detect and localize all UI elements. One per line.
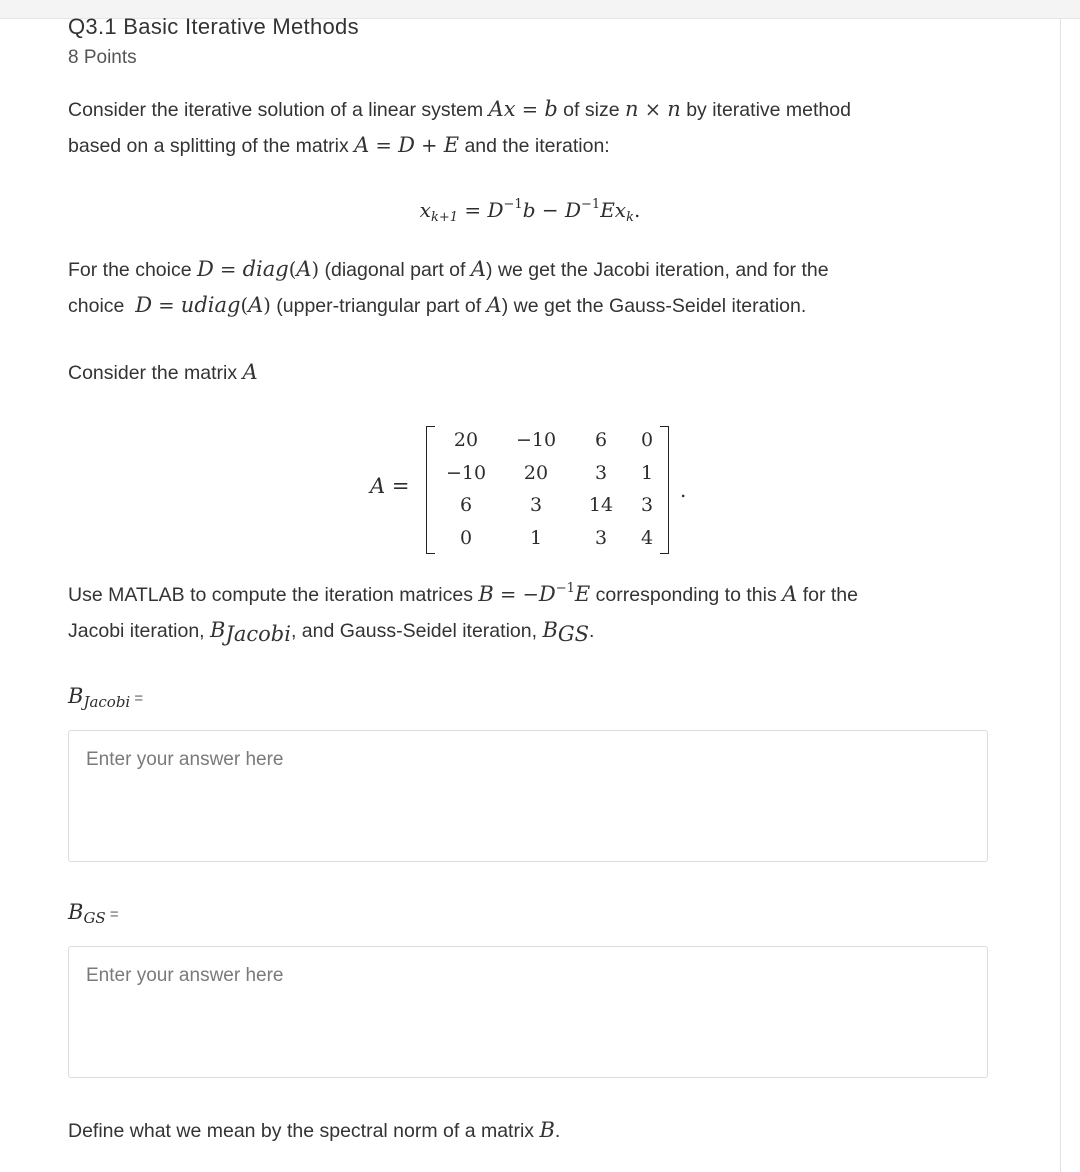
- math-e: E: [574, 582, 591, 606]
- math-b: B: [542, 618, 558, 642]
- math-minus: −: [535, 198, 565, 222]
- math-b: B: [210, 618, 226, 642]
- choice-text: (upper-triangular part of: [270, 295, 487, 317]
- matrix-a: [370, 424, 700, 554]
- intro-text: and the iteration:: [459, 135, 610, 157]
- math-sub: k+1: [430, 210, 458, 225]
- math-sup: −1: [503, 197, 523, 212]
- matrix-cell: 3: [640, 494, 654, 517]
- math-d: D: [564, 198, 582, 222]
- instruction-text: for the: [797, 584, 858, 606]
- instruction-text: Jacobi iteration,: [68, 620, 210, 642]
- math-sub: GS: [557, 622, 590, 646]
- instruction-paragraph: [68, 577, 1018, 649]
- math-n: n: [624, 97, 639, 121]
- matrix-row: [436, 424, 668, 457]
- matrix-row: [436, 457, 668, 490]
- math-a: A: [242, 360, 258, 384]
- math-paren: (: [288, 258, 297, 281]
- math-diag: diag: [242, 257, 289, 281]
- question-title: Q3.1 Basic Iterative Methods: [68, 14, 359, 39]
- matrix-cell: 0: [640, 429, 654, 452]
- intro-paragraph: [68, 92, 1018, 164]
- math-sup: −1: [581, 197, 601, 212]
- consider-matrix-text: [68, 355, 1018, 391]
- math-b: B: [478, 582, 494, 606]
- math-x: x: [419, 198, 431, 222]
- intro-text: based on a splitting of the matrix: [68, 135, 355, 157]
- question-points: 8 Points: [68, 47, 137, 68]
- math-equals: =: [457, 198, 488, 222]
- matrix-cell: 20: [453, 429, 479, 452]
- iteration-equation: [0, 198, 1060, 223]
- math-equals-minus: = −: [493, 583, 539, 606]
- label-equals: =: [130, 690, 144, 707]
- matrix-cell: 1: [529, 526, 543, 549]
- label-equals: =: [105, 906, 119, 923]
- choice-text: ) we get the Jacobi iteration, and for the: [486, 259, 829, 281]
- math-times: ×: [638, 98, 668, 121]
- math-d: D: [538, 582, 556, 606]
- gs-answer-label: [68, 900, 119, 925]
- math-b: b: [544, 97, 558, 121]
- matrix-trailing-dot: .: [680, 478, 687, 502]
- math-equals: =: [369, 134, 399, 157]
- math-plus: +: [414, 134, 444, 157]
- math-paren: ): [263, 294, 271, 317]
- math-equals: =: [385, 474, 410, 498]
- math-equals: =: [213, 258, 243, 281]
- math-d: D: [196, 257, 214, 281]
- math-d: D: [398, 133, 415, 157]
- choice-text: ) we get the Gauss-Seidel iteration.: [501, 295, 807, 317]
- matrix-cell: 6: [459, 494, 473, 517]
- math-a: A: [370, 474, 386, 498]
- matrix-cell: 0: [459, 526, 473, 549]
- instruction-text: Use MATLAB to compute the iteration matrices: [68, 584, 479, 606]
- math-d: D: [135, 293, 153, 317]
- matrix-cell: 4: [640, 526, 654, 549]
- math-a: A: [354, 133, 370, 157]
- matrix-cell: −10: [515, 429, 557, 452]
- math-a: A: [486, 293, 502, 317]
- math-a: A: [782, 582, 798, 606]
- math-sub: k: [626, 210, 634, 225]
- matrix-cell: −10: [445, 461, 487, 484]
- gs-answer-input[interactable]: [68, 946, 988, 1078]
- matrix-table: [436, 424, 668, 554]
- math-sub: Jacobi: [83, 693, 131, 711]
- matrix-cell: 14: [588, 494, 614, 517]
- math-d: D: [487, 198, 504, 222]
- math-a: A: [248, 293, 264, 317]
- math-b: b: [522, 198, 536, 222]
- matrix-label: [370, 474, 409, 499]
- intro-text: of size: [557, 99, 625, 121]
- instruction-text: .: [589, 620, 595, 642]
- math-a: A: [470, 257, 487, 281]
- jacobi-answer-label: [68, 684, 143, 709]
- matrix-cell: 3: [594, 526, 608, 549]
- math-udiag: udiag: [180, 293, 241, 317]
- intro-text: by iterative method: [680, 99, 851, 121]
- math-sub: GS: [83, 909, 106, 927]
- math-ex: Ex: [600, 198, 627, 222]
- math-b: B: [68, 684, 84, 708]
- matrix-cell: 3: [529, 494, 543, 517]
- instruction-text: corresponding to this: [590, 584, 783, 606]
- spectral-text: .: [554, 1120, 561, 1142]
- matrix-cell: 20: [523, 461, 549, 484]
- choice-text: For the choice: [68, 259, 197, 281]
- choice-text: (diagonal part of: [319, 259, 471, 281]
- math-equals: =: [152, 294, 181, 317]
- choice-text: choice: [68, 295, 136, 317]
- matrix-row: [436, 489, 668, 522]
- matrix-cell: 6: [594, 429, 608, 452]
- math-equals: =: [515, 98, 545, 121]
- matrix-cell: 3: [594, 461, 608, 484]
- math-n: n: [667, 97, 681, 121]
- spectral-norm-question: [68, 1113, 1018, 1149]
- math-e: E: [443, 133, 460, 157]
- math-sub: Jacobi: [225, 622, 291, 646]
- jacobi-answer-input[interactable]: [68, 730, 988, 862]
- math-ax: Ax: [488, 97, 516, 121]
- math-paren: (: [240, 294, 249, 317]
- math-b: B: [539, 1118, 555, 1142]
- instruction-text: , and Gauss-Seidel iteration,: [290, 620, 543, 642]
- math-dot: .: [633, 198, 641, 222]
- choice-paragraph: [68, 252, 1018, 324]
- matrix-cell: 1: [640, 461, 654, 484]
- math-b: B: [68, 900, 84, 924]
- math-paren: ): [311, 258, 320, 281]
- math-a: A: [296, 257, 312, 281]
- intro-text: Consider the iterative solution of a linear system: [68, 99, 489, 121]
- matrix-right-bracket: [660, 426, 669, 554]
- consider-text: Consider the matrix: [68, 362, 243, 384]
- matrix-left-bracket: [426, 426, 435, 554]
- spectral-text: Define what we mean by the spectral norm of a matrix: [68, 1120, 540, 1142]
- math-sup: −1: [555, 581, 575, 596]
- matrix-row: [436, 522, 668, 555]
